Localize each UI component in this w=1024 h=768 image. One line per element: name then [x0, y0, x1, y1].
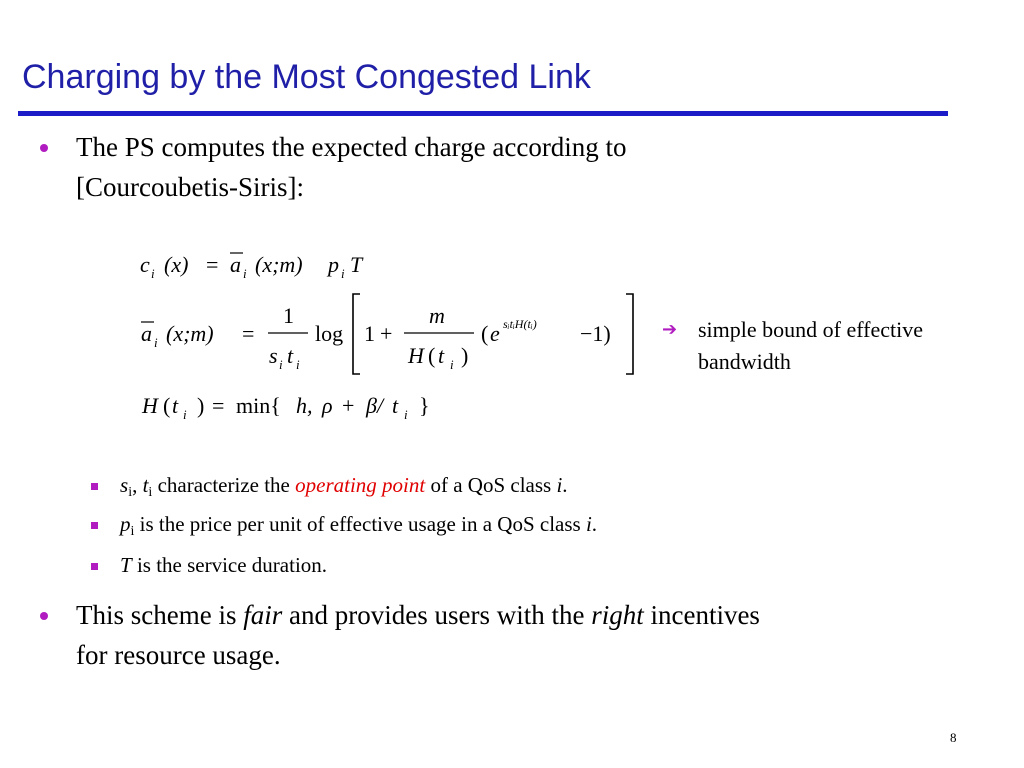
bullet-2-right: right: [591, 600, 644, 630]
eq2-plus: +: [380, 321, 393, 346]
eq1-x-paren: (x): [164, 252, 189, 277]
bullet-2-line-1: [76, 596, 760, 634]
emphasis-operating-point: operating point: [295, 473, 426, 497]
eq2-exponent: sᵢtᵢH(tᵢ): [503, 317, 537, 331]
var-p: p: [120, 512, 131, 536]
eq3-h: h,: [296, 393, 313, 418]
eq3-rho: ρ: [322, 393, 333, 418]
eq2-sub-i: i: [154, 335, 158, 350]
equation-3: [141, 393, 430, 422]
sub-bullet-square: [91, 483, 98, 490]
eq3-beta: β/: [366, 393, 384, 418]
side-note-line-2: bandwidth: [698, 349, 791, 374]
eq1-args: (x;m): [255, 252, 303, 277]
var-s: s: [120, 473, 129, 497]
eq1-p: p: [328, 252, 339, 277]
eq3-brace: }: [419, 393, 430, 418]
bullet-2-line-2: for resource usage.: [76, 640, 281, 670]
bullet-2-fair: fair: [243, 600, 283, 630]
text-after: of a QoS class: [430, 473, 552, 497]
eq3-close: ): [197, 393, 205, 418]
eq3-H: H: [142, 393, 158, 418]
eq2-s: s: [269, 343, 278, 368]
eq3-plus: +: [342, 393, 355, 418]
equation-1: [140, 252, 364, 281]
eq2-log: log: [315, 321, 344, 346]
slide-title: Charging by the Most Congested Link: [22, 58, 591, 96]
eq2-H: H: [408, 343, 424, 368]
bullet-1-line-1: The PS computes the expected charge according to: [76, 132, 627, 162]
eq2-H-open: (: [428, 343, 436, 368]
period: .: [591, 512, 598, 536]
eq2-sub-i2: i: [279, 357, 283, 372]
var-i: i: [585, 512, 592, 536]
bullet-2-before: This scheme is: [76, 600, 237, 630]
sub-bullet-3: [120, 552, 327, 578]
eq2-a: a: [141, 321, 152, 346]
bullet-2-after: incentives: [650, 600, 760, 630]
period: .: [562, 473, 568, 497]
eq2-t: t: [287, 343, 294, 368]
eq2-open-paren: (: [481, 321, 489, 346]
eq2-right-bracket: [626, 294, 633, 374]
text: is the price per unit of effective usage in a QoS class: [139, 512, 581, 536]
var-i: i: [556, 473, 563, 497]
sub-i: i: [128, 485, 133, 500]
eq2-m: m: [429, 303, 445, 328]
sub-bullet-square: [91, 522, 98, 529]
eq3-equals: =: [212, 393, 225, 418]
eq2-H-close: ): [461, 343, 469, 368]
bullet-2-middle: and provides users with the: [289, 600, 585, 630]
comma: ,: [132, 473, 138, 497]
eq2-sub-i3: i: [296, 357, 300, 372]
eq1-sub-i: i: [151, 266, 155, 281]
sub-i: i: [130, 524, 135, 539]
eq1-c: c: [140, 252, 150, 277]
eq2-e: e: [490, 321, 500, 346]
eq3-t2: t: [392, 393, 399, 418]
eq2-numerator-1: 1: [283, 303, 294, 328]
var-T: T: [120, 553, 132, 577]
eq1-sub-i3: i: [341, 266, 345, 281]
arrow-right-icon: ➔: [662, 319, 678, 340]
eq1-equals: =: [206, 252, 219, 277]
eq1-T: T: [350, 252, 363, 277]
bullet-1-line-2: [Courcoubetis-Siris]:: [76, 172, 304, 202]
eq2-equals: =: [242, 321, 255, 346]
text-before: characterize the: [157, 473, 290, 497]
eq3-min: min{: [236, 393, 281, 418]
eq1-sub-i2: i: [243, 266, 247, 281]
side-note-line-1: simple bound of effective: [698, 317, 924, 342]
eq3-open: (: [163, 393, 171, 418]
eq2-minus-one: −1): [580, 321, 611, 346]
eq3-sub-i2: i: [404, 407, 408, 422]
eq2-one: 1: [364, 321, 375, 346]
sub-i: i: [148, 485, 153, 500]
eq3-sub-i: i: [183, 407, 187, 422]
text: is the service duration.: [136, 553, 328, 577]
bullet-dot: [40, 612, 48, 620]
eq2-t2: t: [438, 343, 445, 368]
page-number: 8: [950, 730, 957, 745]
eq3-t: t: [172, 393, 179, 418]
eq2-args: (x;m): [166, 321, 214, 346]
eq2-left-bracket: [353, 294, 360, 374]
equation-2: [141, 294, 633, 374]
var-t: t: [142, 473, 149, 497]
sub-bullet-1: [120, 472, 568, 498]
sub-bullet-2: [120, 511, 597, 537]
sub-bullet-square: [91, 563, 98, 570]
eq1-a: a: [230, 252, 241, 277]
eq2-sub-i4: i: [450, 357, 454, 372]
